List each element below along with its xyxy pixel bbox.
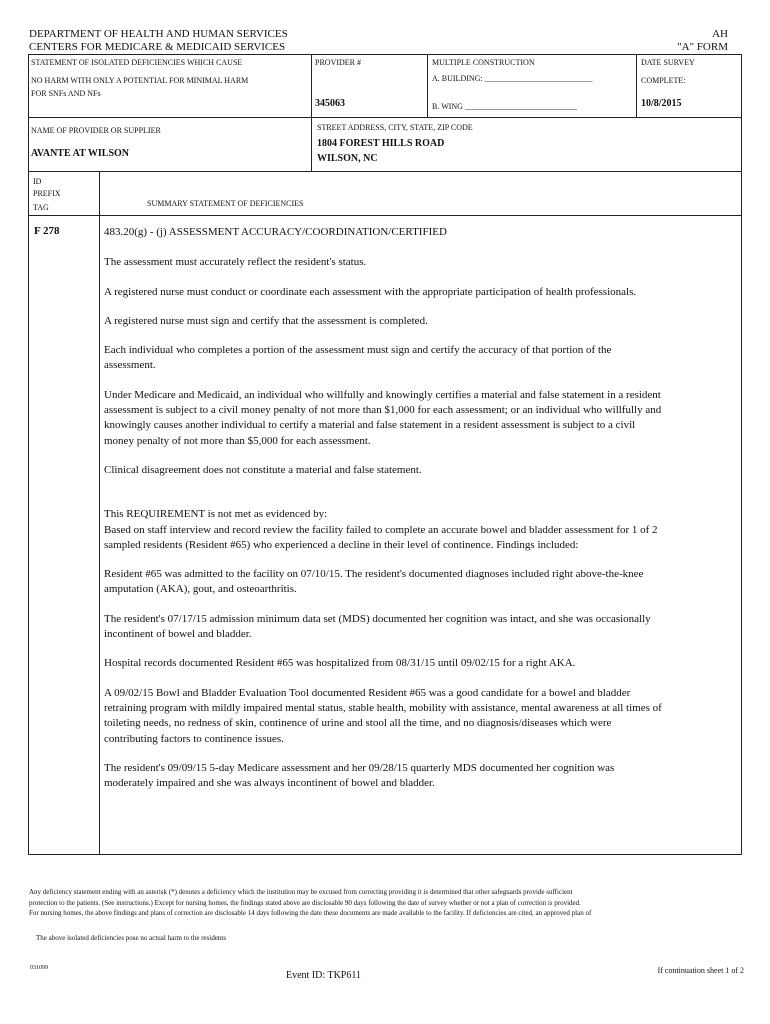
date-complete-label: COMPLETE:: [641, 76, 686, 85]
deficiency-title: 483.20(g) - (j) ASSESSMENT ACCURACY/COORDINATION/CERTIFIED: [104, 226, 447, 238]
date-survey-value: 10/8/2015: [641, 98, 682, 109]
form-code: AH: [712, 28, 728, 40]
form-number: 031099: [30, 965, 48, 971]
requirement-line: This REQUIREMENT is not met as evidenced by:: [104, 508, 328, 521]
note-line-3: For nursing homes, the above findings and plans of correction are disclosable 14 days following the date these documents are made available to the facility. If deficiencies are cited, an approved plan of: [29, 909, 592, 917]
prefix-label: PREFIX: [33, 189, 61, 198]
paragraph-5: Under Medicare and Medicaid, an individual who willfully and knowingly certifies a material and false statement in a resident assessment is subject to a civil money penalty of not more than $1,000 for each assessment; or an individual who willfully and knowingly causes another individual to certify a material and false statement in a resident assessment is subject to a civil money penalty of not more than $5,000 for each assessment.: [104, 388, 662, 447]
agency-line-1: DEPARTMENT OF HEALTH AND HUMAN SERVICES: [29, 28, 288, 40]
address-line-1: 1804 FOREST HILLS ROAD: [317, 138, 445, 149]
finding-4: Hospital records documented Resident #65 was hospitalized from 08/31/15 until 09/02/15 for a right AKA.: [104, 657, 576, 670]
statement-line-2: NO HARM WITH ONLY A POTENTIAL FOR MINIMAL HARM: [31, 76, 249, 85]
form-identifier: [677, 28, 728, 53]
provider-name: AVANTE AT WILSON: [31, 148, 130, 159]
tag-label: TAG: [33, 203, 49, 212]
event-id: Event ID: TKP611: [286, 970, 361, 981]
address-label: STREET ADDRESS, CITY, STATE, ZIP CODE: [317, 123, 473, 132]
finding-5: A 09/02/15 Bowl and Bladder Evaluation Tool documented Resident #65 was a good candidate for a bowel and bladder retraining program with mildly impaired mental status, stable health, mobility with assistance, mental awareness at all times of toileting needs, no redness of skin, continence of urine and stool all the time, and no diagnosis/diseases which were contributing factors to continence issues.: [104, 686, 662, 745]
id-label: ID: [33, 177, 42, 186]
finding-2: Resident #65 was admitted to the facility on 07/10/15. The resident's documented diagnoses included right above-the-knee amputation (AKA), gout, and osteoarthritis.: [104, 568, 644, 596]
agency-line-2: CENTERS FOR MEDICARE & MEDICAID SERVICES: [29, 40, 286, 53]
finding-1: Based on staff interview and record review the facility failed to complete an accurate bowel and bladder assessment for 1 of 2 sampled residents (Resident #65) who experienced a decline in their level of continence. Findings included:: [104, 523, 658, 551]
provider-number-label: PROVIDER #: [315, 58, 362, 67]
note-line-1: Any deficiency statement ending with an asterisk (*) denotes a deficiency which the institution may be excused from correcting providing it is determined that other safeguards provide sufficient: [29, 888, 573, 896]
statement-box: [28, 54, 312, 118]
address-box: [311, 117, 742, 172]
multiple-construction-box: [427, 54, 637, 118]
paragraph-2: A registered nurse must conduct or coordinate each assessment with the appropriate participation of health professionals.: [104, 285, 637, 298]
id-prefix-tag-box: [28, 171, 100, 216]
paragraph-1: The assessment must accurately reflect the resident's status.: [104, 256, 367, 269]
paragraph-4: Each individual who completes a portion of the assessment must sign and certify the accuracy of that portion of the assessment.: [104, 344, 612, 372]
deficiency-body: [99, 215, 742, 855]
disclosure-note: [29, 887, 749, 919]
date-survey-box: [636, 54, 742, 118]
continuation-sheet: If continuation sheet 1 of 2: [657, 966, 744, 975]
form-name: "A" FORM: [677, 40, 728, 53]
paragraph-3: A registered nurse must sign and certify that the assessment is completed.: [104, 314, 428, 327]
provider-number-box: [311, 54, 428, 118]
date-survey-label: DATE SURVEY: [641, 58, 695, 67]
summary-header-box: [99, 171, 742, 216]
agency-header: [29, 28, 288, 53]
provider-number: 345063: [315, 98, 345, 109]
paragraph-6: Clinical disagreement does not constitute a material and false statement.: [104, 463, 422, 476]
statement-line-3: FOR SNFs AND NFs: [31, 89, 101, 98]
isolated-note: The above isolated deficiencies pose no actual harm to the residents: [36, 934, 227, 942]
tag-column: [28, 215, 100, 855]
provider-name-label: NAME OF PROVIDER OR SUPPLIER: [31, 126, 161, 135]
summary-label: SUMMARY STATEMENT OF DEFICIENCIES: [147, 199, 304, 208]
finding-6: The resident's 09/09/15 5-day Medicare assessment and her 09/28/15 quarterly MDS documented her cognition was moderately impaired and she was always incontinent of bowel and bladder.: [104, 761, 615, 790]
provider-name-box: [28, 117, 312, 172]
wing-label: B. WING ____________________________: [432, 102, 577, 111]
address-line-2: WILSON, NC: [317, 153, 378, 164]
building-label: A. BUILDING: ___________________________: [432, 74, 593, 83]
finding-3: The resident's 07/17/15 admission minimum data set (MDS) documented her cognition was intact, and she was occasionally incontinent of bowel and bladder.: [104, 612, 651, 641]
statement-label: STATEMENT OF ISOLATED DEFICIENCIES WHICH CAUSE: [31, 58, 243, 67]
note-line-2: protection to the patients. (See instructions.) Except for nursing homes, the findings stated above are disclosable 90 days following the date of survey whether or not a plan of correction is provided.: [29, 898, 581, 907]
multiple-construction-label: MULTIPLE CONSTRUCTION: [432, 58, 535, 67]
deficiency-tag: F 278: [34, 225, 60, 237]
